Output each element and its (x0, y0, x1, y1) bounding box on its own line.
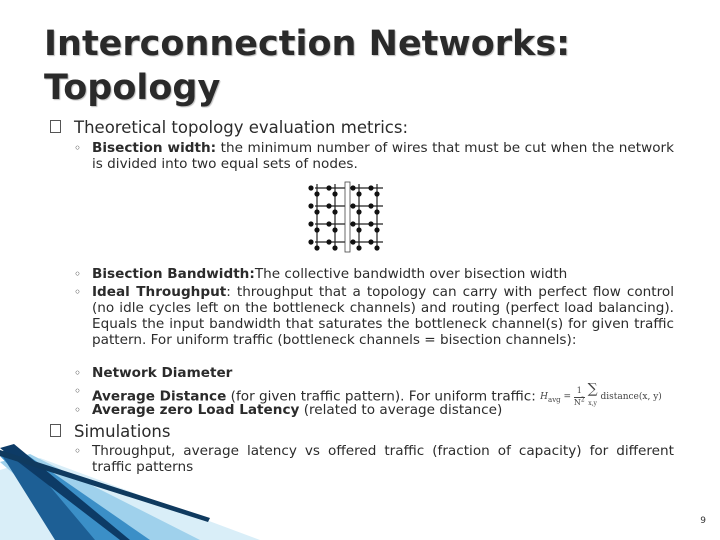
formula-frac-den: N (573, 397, 581, 407)
title-line-2: Topology (44, 68, 221, 108)
section-heading-text: Theoretical topology evaluation metrics: (74, 118, 409, 137)
formula-lhs: H (540, 392, 549, 402)
bullet-dot-icon: ◦ (74, 384, 82, 398)
formula-frac-den-sup: 2 (580, 396, 585, 404)
term-network-diameter: Network Diameter (92, 365, 233, 381)
bullet-dot-icon: ◦ (74, 444, 82, 458)
bullet-network-diameter (74, 365, 674, 381)
bullet-dot-icon: ◦ (74, 141, 82, 155)
slide-title (44, 22, 570, 110)
bullet-dot-icon: ◦ (74, 267, 82, 281)
title-line-1: Interconnection Networks: (44, 24, 571, 64)
mesh-bisection-figure (307, 180, 389, 256)
formula-sub: avg (548, 395, 561, 404)
term-bisection-width: Bisection width: (92, 140, 217, 156)
formula-sum-sub: x,y (588, 400, 597, 407)
bullet-ideal-throughput (74, 284, 674, 348)
text-bisection-width: the minimum number of wires that must be cut when the network is divided into two equal sets of nodes. (92, 140, 674, 172)
bullet-bisection-bandwidth (74, 266, 674, 282)
bullet-dot-icon: ◦ (74, 366, 82, 380)
text-bisection-bandwidth: The collective bandwidth over bisection width (254, 266, 568, 282)
formula-frac-num: 1 (576, 386, 582, 396)
bullet-throughput-simulations (74, 443, 674, 475)
bullet-box-icon (50, 424, 61, 437)
term-average-distance: Average Distance (92, 388, 227, 405)
bullet-bisection-width (74, 140, 674, 172)
formula-body: distance(x, y) (600, 392, 662, 402)
text-throughput-simulations: Throughput, average latency vs offered traffic (fraction of capacity) for different traffic patterns (92, 443, 674, 475)
bullet-dot-icon: ◦ (74, 403, 82, 417)
term-bisection-bandwidth: Bisection Bandwidth: (92, 266, 255, 282)
term-ideal-throughput: Ideal Throughput (92, 284, 227, 300)
text-ideal-throughput: : throughput that a topology can carry with perfect flow control (no idle cycles left on the bottleneck channels) and routing (perfect load balancing). Equals the input bandwidth that saturates the bottleneck channel(s) for given traffic pattern. For uniform traffic (bottleneck channels = bisection channels): (92, 284, 674, 348)
average-distance-formula: $H_{avg} = \frac{1}{N^2}$ ∑ x,y distance(x, y) (540, 381, 662, 407)
text-average-zero-load: (related to average distance) (299, 402, 503, 418)
bullet-dot-icon: ◦ (74, 285, 82, 299)
bullet-average-zero-load (74, 402, 674, 418)
section-heading-text: Simulations (74, 422, 171, 441)
bullet-box-icon (50, 120, 61, 133)
text-average-distance: (for given traffic pattern). For uniform traffic: (226, 388, 536, 405)
page-number: 9 (700, 516, 706, 526)
term-average-zero-load: Average zero Load Latency (92, 402, 300, 418)
